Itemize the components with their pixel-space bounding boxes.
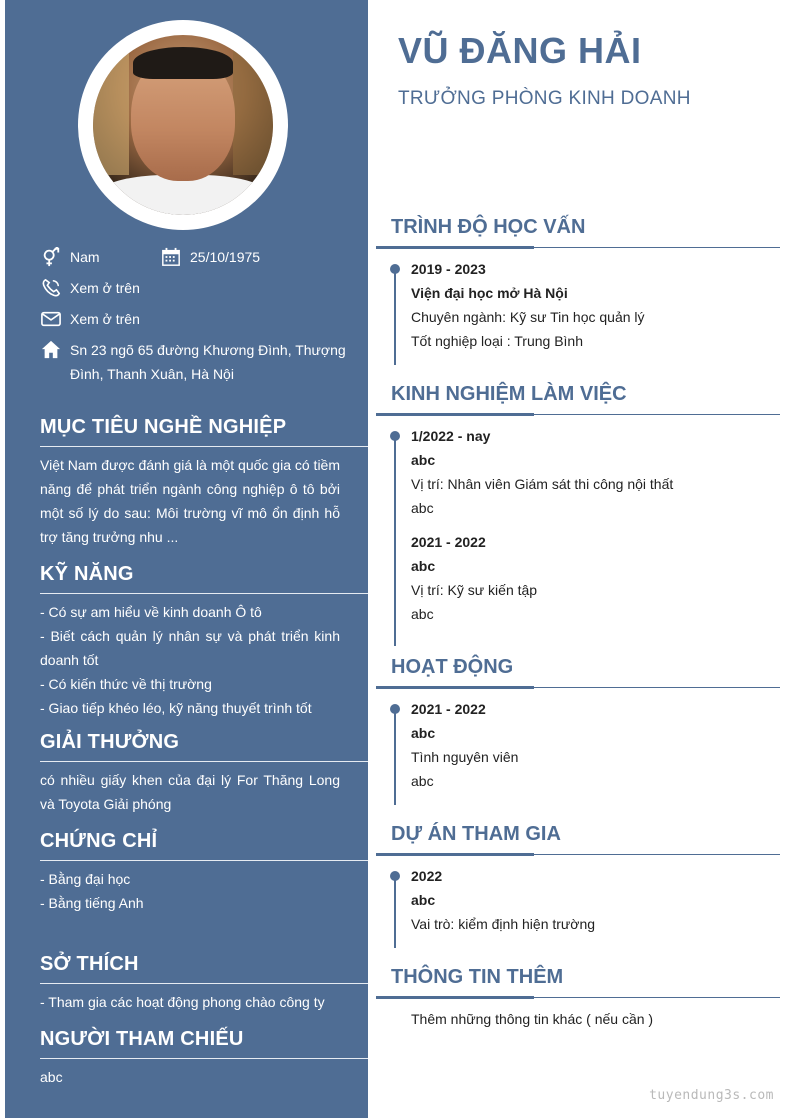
objective-text: Việt Nam được đánh giá là một quốc gia có tiềm năng để phát triển ngành công nghiệp ô tô bởi một số lý do sau: Môi trường vĩ mô ổn định hỗ trợ tăng trưởng nhu ... [40,457,341,545]
email-row [40,309,240,329]
candidate-name: VŨ ĐĂNG HẢI [398,30,642,71]
divider [40,860,368,861]
activities-heading: HOẠT ĐỘNG [391,656,514,678]
references-text: abc [40,1069,63,1085]
project-period: 2022 [411,868,443,884]
projects-heading: DỰ ÁN THAM GIA [391,823,561,845]
activity-role: Tình nguyên viên [411,749,519,765]
certificates-heading: CHỨNG CHỈ [40,830,158,852]
dob-row [160,247,310,267]
education-period: 2019 - 2023 [411,261,486,277]
section-rule [376,246,780,248]
education-heading: TRÌNH ĐỘ HỌC VẤN [391,216,586,238]
watermark: tuyendung3s.com [649,1088,774,1103]
timeline-line [394,269,396,365]
experience-period: 2021 - 2022 [411,534,486,550]
avatar [93,35,273,215]
hobbies-text: - Tham gia các hoạt động phong chào công ty [40,994,325,1010]
skills-list [40,600,368,720]
envelope-icon [40,309,62,329]
phone-icon [40,278,62,298]
divider [40,446,368,447]
certificate-item: - Bằng đại học [40,871,131,887]
awards-text: có nhiều giấy khen của đại lý For Thăng Long và Toyota Giải phóng [40,772,340,812]
timeline-line [394,876,396,948]
skill-item: - Có kiến thức về thị trường [40,676,212,692]
email-text: Xem ở trên [70,311,140,327]
certificates-list [40,867,368,915]
objective-section [40,412,368,549]
experience-role: Vị trí: Kỹ sư kiến tập [411,582,538,598]
experience-desc: abc [411,500,434,516]
education-grade: Tốt nghiệp loại : Trung Bình [411,333,583,349]
phone-text: Xem ở trên [70,280,140,296]
calendar-icon [160,247,182,267]
address-line-1: Sn 23 ngõ 65 đường Khương Đình, Thượng [70,342,346,358]
timeline-line [394,709,396,805]
address-line-2: Đình, Thanh Xuân, Hà Nội [70,366,234,382]
gender-text: Nam [70,249,100,265]
skill-item: - Biết cách quản lý nhân sự và phát triển kinh doanh tốt [40,628,340,668]
address-text [70,338,346,386]
objective-heading: MỤC TIÊU NGHỀ NGHIỆP [40,416,287,438]
address-row [40,340,360,388]
avatar-frame [78,20,288,230]
extra-text: Thêm những thông tin khác ( nếu cần ) [411,1011,654,1027]
experience-company: abc [411,558,436,574]
experience-heading: KINH NGHIỆM LÀM VIỆC [391,383,627,405]
skills-heading: KỸ NĂNG [40,563,134,585]
education-school: Viện đại học mở Hà Nội [411,285,568,301]
references-heading: NGƯỜI THAM CHIẾU [40,1028,244,1050]
certificate-item: - Bằng tiếng Anh [40,895,144,911]
project-role: Vai trò: kiểm định hiện trường [411,916,596,932]
references-section [40,1024,368,1089]
hobbies-heading: SỞ THÍCH [40,953,139,975]
extra-section [376,964,780,998]
activity-org: abc [411,725,436,741]
section-rule [376,686,780,688]
gender-icon [40,247,62,267]
section-rule [376,996,780,998]
experience-desc: abc [411,606,434,622]
awards-section [40,727,368,816]
experience-period: 1/2022 - nay [411,428,491,444]
extra-heading: THÔNG TIN THÊM [391,966,564,988]
divider [40,761,368,762]
candidate-title: TRƯỞNG PHÒNG KINH DOANH [398,88,691,109]
certificates-section [40,826,368,915]
skill-item: - Có sự am hiểu về kinh doanh Ô tô [40,604,262,620]
divider [40,1058,368,1059]
skills-section [40,559,368,720]
divider [40,983,368,984]
experience-section [376,381,780,415]
section-rule [376,853,780,855]
awards-heading: GIẢI THƯỞNG [40,731,180,753]
skill-item: - Giao tiếp khéo léo, kỹ năng thuyết trình tốt [40,700,312,716]
section-rule [376,413,780,415]
project-name: abc [411,892,436,908]
timeline-line [394,436,396,646]
gender-row [40,247,160,267]
education-major: Chuyên ngành: Kỹ sư Tin học quản lý [411,309,645,325]
hobbies-section [40,949,368,1014]
divider [40,593,368,594]
experience-role: Vị trí: Nhân viên Giám sát thi công nội thất [411,476,674,492]
experience-company: abc [411,452,436,468]
sidebar [5,0,368,1118]
activity-desc: abc [411,773,434,789]
activity-period: 2021 - 2022 [411,701,486,717]
education-section [376,214,780,248]
phone-row [40,278,240,298]
home-icon [40,340,62,360]
dob-text: 25/10/1975 [190,249,261,265]
projects-section [376,821,780,855]
activities-section [376,654,780,688]
